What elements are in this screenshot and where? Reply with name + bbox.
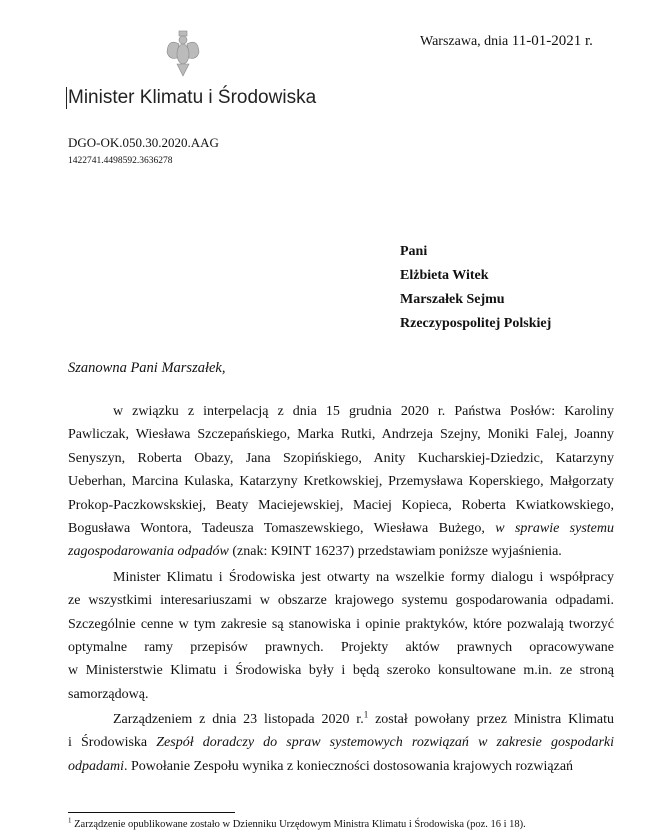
text-segment: ze wszystkimi interesariuszami w obszarze krajowego systemu gospodarowania odpadami. (68, 593, 614, 609)
text-line (68, 659, 614, 682)
text-line (68, 540, 614, 563)
text-segment: Prokop-Paczkowskskiej, Beaty Maciejewskiej, Maciej Kopieca, Roberta Kwiatkowskiego, (68, 497, 614, 513)
text-line (68, 636, 614, 659)
body-paragraph (68, 566, 614, 706)
text-segment: w sprawie systemu (495, 520, 614, 536)
text-segment: zagospodarowania odpadów (68, 544, 229, 560)
text-line (68, 447, 614, 470)
text-segment: został powołany przez Ministra Klimatu (368, 712, 615, 728)
text-segment: . Powołanie Zespołu wynika z konieczności dostosowania krajowych rozwiązań (124, 758, 574, 774)
text-segment: Ueberhan, Marcina Kulaska, Katarzyny Kretkowskiej, Przemysława Koperskiego, Małgorzaty (68, 474, 614, 490)
text-segment: w Ministerstwie Klimatu i Środowiska były i będą szeroko konsultowane m.in. ze stroną (68, 663, 614, 679)
text-line (68, 400, 614, 423)
text-segment: samorządową. (68, 686, 149, 702)
text-line (68, 566, 614, 589)
document-number: 1422741.4498592.3636278 (68, 156, 173, 166)
text-segment: i Środowiska (68, 735, 157, 751)
text-line (68, 755, 614, 778)
polish-eagle-emblem (166, 30, 200, 78)
text-line (68, 494, 614, 517)
text-segment: optymalne ramy przepisów prawnych. Projekty aktów prawnych opracowywane (68, 639, 614, 655)
body-paragraph (68, 400, 614, 564)
date-value: 11-01-2021 r. (511, 33, 593, 49)
text-line (68, 589, 614, 612)
footnote (68, 816, 526, 830)
letter-body (68, 400, 614, 778)
text-segment: Bogusława Wontora, Tadeusza Tomaszewskiego, Wiesława Bużego, (68, 520, 496, 536)
addressee-block (400, 240, 551, 336)
salutation: Szanowna Pani Marszałek, (68, 360, 226, 376)
footnote-divider (68, 812, 235, 813)
footnote-text: Zarządzenie opublikowane zostało w Dzienniku Urzędowym Ministra Klimatu i Środowiska (poz. 16 i 18). (71, 819, 526, 830)
addressee-line: Rzeczypospolitej Polskiej (400, 316, 552, 331)
text-line (68, 731, 614, 754)
text-segment: Pawliczak, Wiesława Szczepańskiego, Marka Rutki, Andrzeja Szejny, Moniki Falej, Joanny (68, 427, 614, 443)
addressee-line: Marszałek Sejmu (400, 292, 505, 307)
addressee-line: Pani (400, 244, 428, 259)
institution-name: Minister Klimatu i Środowiska (68, 87, 317, 108)
text-line (68, 470, 614, 493)
text-line (68, 423, 614, 446)
date-prefix: Warszawa, dnia (420, 34, 512, 49)
text-segment: Szczególnie cenne w tym zakresie są stanowiska i opinie praktyków, które pozwalają tworzyć (68, 616, 614, 632)
text-segment: Senyszyn, Roberta Obazy, Jana Szopińskiego, Anity Kucharskiej-Dziedzic, Katarzyny (68, 450, 614, 466)
body-paragraph (68, 708, 614, 778)
text-line (68, 708, 614, 731)
text-segment: w związku z interpelacją z dnia 15 grudnia 2020 r. Państwa Posłów: Karoliny (113, 404, 614, 419)
text-segment: Minister Klimatu i Środowiska jest otwarty na wszelkie formy dialogu i współpracy (113, 569, 614, 585)
text-segment: Zarządzeniem z dnia 23 listopada 2020 r. (113, 712, 364, 728)
text-line (68, 613, 614, 636)
addressee-line: Elżbieta Witek (400, 268, 489, 283)
document-date (420, 33, 593, 50)
footnote-mark: 1 (68, 816, 72, 825)
text-line (68, 517, 614, 540)
text-segment: (znak: K9INT 16237) przedstawiam poniższe wyjaśnienia. (228, 544, 562, 560)
text-line (68, 683, 614, 706)
text-segment: Zespół doradczy do spraw systemowych rozwiązań w zakresie gospodarki (156, 735, 615, 751)
text-segment: odpadami (68, 758, 124, 774)
footnote-reference: 1 (363, 709, 369, 720)
reference-number: DGO-OK.050.30.2020.AAG (68, 135, 219, 150)
